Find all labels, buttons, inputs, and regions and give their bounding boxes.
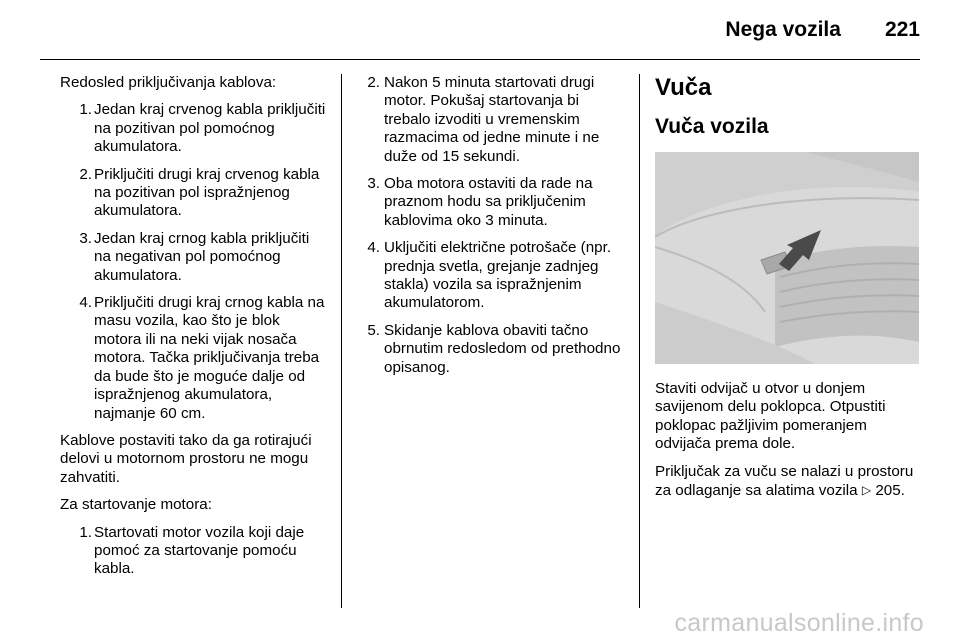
- cable-order-list: [60, 101, 330, 423]
- column-divider: [341, 74, 342, 608]
- page-reference-icon: ▷: [861, 483, 872, 498]
- watermark: carmanualsonline.info: [674, 609, 924, 637]
- page-header: [725, 18, 920, 48]
- list-item: 1. Jedan kraj crvenog kabla priključiti na pozitivan pol pomoćnog akumulatora.: [79, 101, 326, 156]
- page-number: 221: [884, 18, 920, 41]
- list-item: 2. Priključiti drugi kraj crvenog kabla na pozitivan pol ispražnjenog akumulatora.: [79, 165, 320, 220]
- list-item: 4. Uključiti električne potrošače (npr. prednja svetla, grejanje zadnjeg stakla) vozila sa ispražnjenim akumulatorom.: [367, 239, 612, 312]
- cable-routing-paragraph: Kablove postaviti tako da ga rotirajući delovi u motornom prostoru ne mogu zahvatiti.: [60, 431, 312, 486]
- column-right: [655, 74, 923, 509]
- header-divider: [40, 59, 920, 60]
- start-list: [60, 524, 330, 579]
- subsection-heading: Vuča vozila: [655, 115, 769, 138]
- column-middle: [356, 74, 628, 386]
- towing-cover-illustration: [655, 152, 919, 364]
- section-heading: Vuča: [655, 74, 712, 101]
- column-divider: [639, 74, 640, 608]
- cable-order-intro: Redosled priključivanja kablova:: [60, 74, 277, 91]
- list-item: 3. Oba motora ostaviti da rade na praznom hodu sa priključenim kablovima oko 3 minuta.: [367, 175, 593, 229]
- start-intro: Za startovanje motora:: [60, 496, 212, 514]
- start-list-continued: [356, 74, 628, 377]
- list-item: 1. Startovati motor vozila koji daje pomoć za startovanje pomoću kabla.: [79, 523, 305, 578]
- column-left: [60, 74, 330, 588]
- list-item: 5. Skidanje kablova obaviti tačno obrnutim redosledom od prethodno opisanog.: [367, 321, 621, 376]
- towing-eye-location-paragraph: Priključak za vuču se nalazi u prostoru za odlaganje sa alatima vozila ▷ 205.: [655, 462, 914, 500]
- towing-instruction-paragraph: Staviti odvijač u otvor u donjem savijenom delu poklopca. Otpustiti poklopac pažljivim pomeranjem odvijača prema dole.: [655, 380, 886, 453]
- list-item: 4. Priključiti drugi kraj crnog kabla na masu vozila, kao što je blok motora ili na neki vijak nosača motora. Tačka priključivanja treba da bude što je moguće dalje od ispražnjenog akumulatora, najmanje 60 cm.: [79, 294, 325, 422]
- list-item: 3. Jedan kraj crnog kabla priključiti na negativan pol pomoćnog akumulatora.: [79, 229, 310, 284]
- section-title: Nega vozila: [725, 18, 841, 41]
- list-item: 2. Nakon 5 minuta startovati drugi motor. Pokušaj startovanja bi trebalo izvoditi u vremenskim razmacima od jedne minute i ne duže od 15 sekundi.: [367, 74, 600, 165]
- page-reference: 205.: [875, 482, 905, 500]
